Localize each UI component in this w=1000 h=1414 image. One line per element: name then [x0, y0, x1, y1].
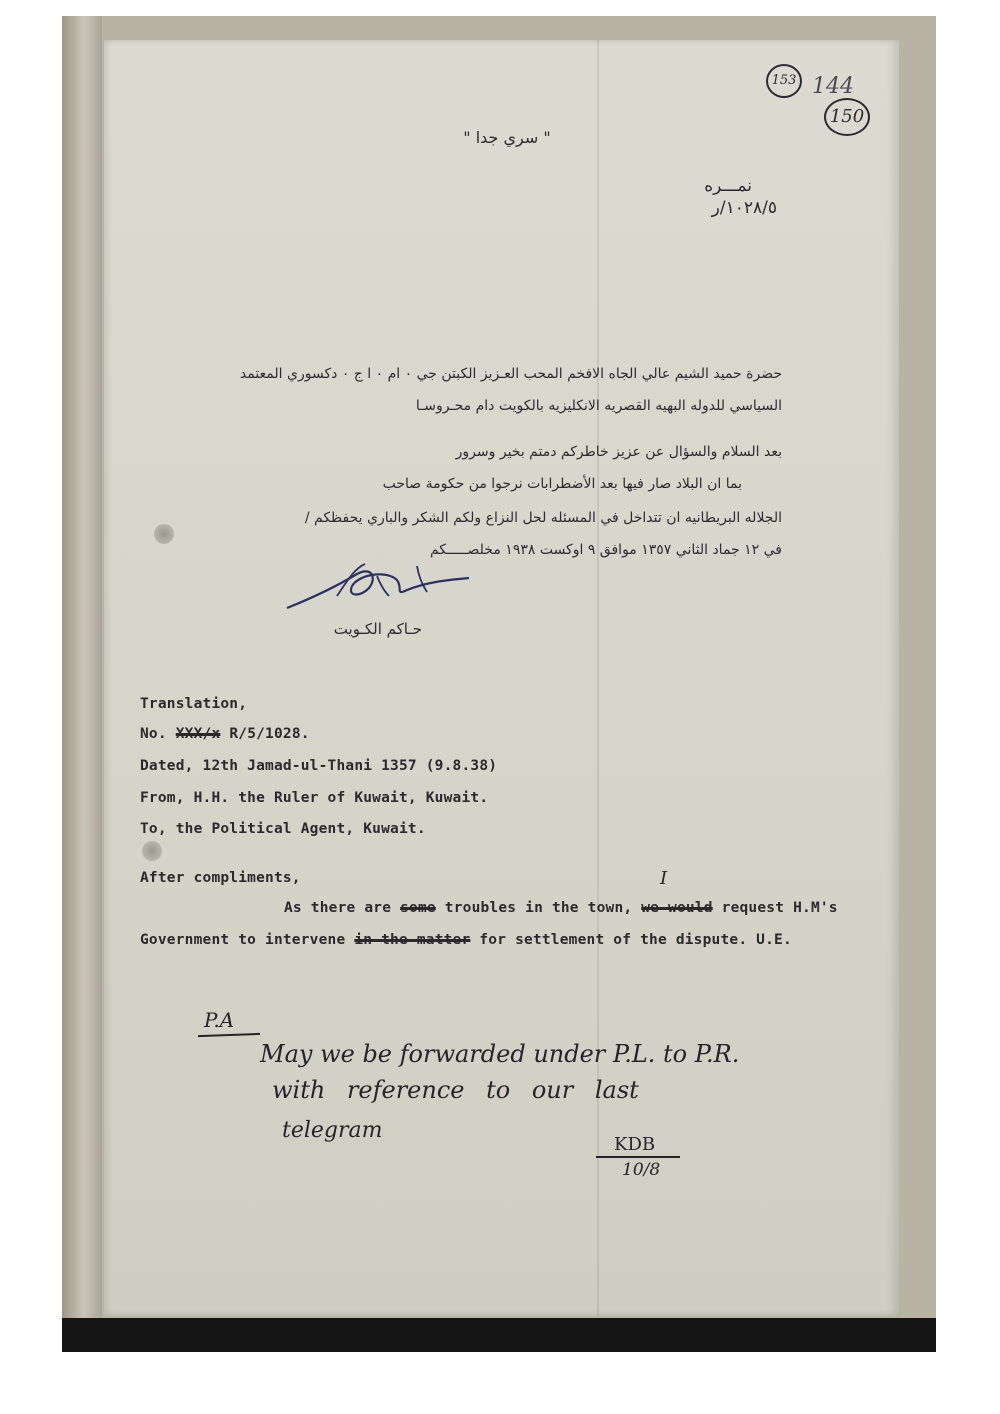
- punch-hole-bottom: [142, 841, 162, 861]
- minute-line-2: with reference to our last: [272, 1076, 639, 1104]
- document-page: [104, 40, 899, 1316]
- arabic-body-line-4: في ١٢ جماد الثاني ١٣٥٧ موافق ٩ اوكست ١٩٣٨ مخلصـــــكم: [429, 542, 782, 558]
- book-binding: [62, 16, 102, 1352]
- arabic-body-line-3: الجلاله البريطانيه ان تتداخل في المسئله لحل النزاع ولكم الشكر والباري يحفظكم /: [304, 510, 782, 526]
- minute-initials: KDB: [614, 1134, 656, 1155]
- arabic-number-value: ١٠٢٨/٥/ر: [711, 198, 777, 218]
- minute-line-1: May we be forwarded under P.L. to P.R.: [260, 1040, 740, 1068]
- insertion-mark: I: [660, 868, 668, 889]
- arabic-number-label: نمـــره: [704, 176, 752, 196]
- translation-to: To, the Political Agent, Kuwait.: [140, 821, 426, 837]
- minute-initials-rule: [596, 1156, 680, 1158]
- translation-heading: Translation,: [140, 696, 248, 712]
- minute-line-3: telegram: [282, 1118, 383, 1143]
- translation-date: Dated, 12th Jamad-ul-Thani 1357 (9.8.38): [140, 758, 498, 774]
- arabic-address-line-1: حضرة حميد الشيم عالي الجاه الافخم المحب العـزيز الكبتن جي ٠ ام ٠ ا ج ٠ دكسوري المعتمد: [239, 366, 782, 382]
- document-scan: [62, 16, 936, 1352]
- punch-hole-top: [154, 524, 174, 544]
- folio-pencil-number: 144: [812, 74, 854, 99]
- translation-body-line-2: Government to intervene in the matter for settlement of the dispute. U.E.: [140, 932, 792, 948]
- arabic-body-line-2: بما ان البلاد صار فيها بعد الأضطرابات نرجوا من حكومة صاحب: [382, 476, 742, 492]
- translation-number: No. XXX/x R/5/1028.: [140, 726, 310, 742]
- struck-number: XXX/x: [175, 726, 221, 742]
- minute-addressee: P.A: [204, 1008, 235, 1032]
- arabic-heading: " سري جدا ": [463, 128, 551, 147]
- arabic-body-line-1: بعد السلام والسؤال عن عزيز خاطركم دمتم بخير وسرور: [455, 444, 782, 460]
- translation-from: From, H.H. the Ruler of Kuwait, Kuwait.: [140, 790, 489, 806]
- scan-shadow: [62, 1318, 936, 1352]
- arabic-address-line-2: السياسي للدوله البهيه القصريه الانكليزيه بالكويت دام محـروسـا: [415, 398, 782, 414]
- ruler-title: حـاكم الكـويت: [333, 620, 422, 638]
- minute-date: 10/8: [622, 1160, 661, 1180]
- ruler-signature: [277, 556, 477, 616]
- folio-stamp: 153: [766, 64, 802, 98]
- translation-body-line-1: As there are some troubles in the town, we would request H.M's: [284, 900, 838, 916]
- folio-circled-number: 150: [824, 98, 870, 136]
- page-fold: [597, 40, 599, 1316]
- translation-greeting: After compliments,: [140, 870, 301, 886]
